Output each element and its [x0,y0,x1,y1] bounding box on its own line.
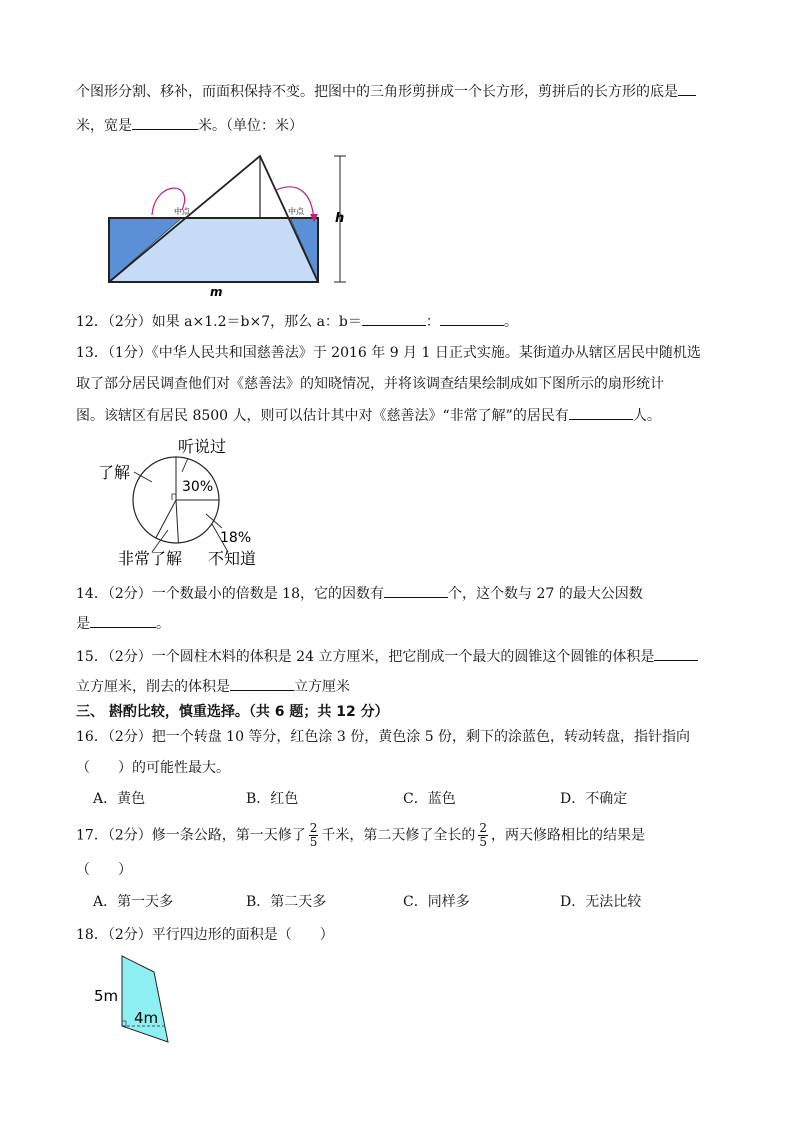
q15-cone-volume-blank[interactable] [654,645,698,661]
q18-parallelogram-figure [94,950,184,1050]
q14-gcd-blank[interactable] [90,612,156,628]
q13-line2 [76,374,664,394]
q11-line2-text-a: 米，宽是 [76,118,132,134]
q17-frac1-denominator: 5 [309,835,318,849]
q12-blank-a[interactable] [362,310,426,326]
q12-blank-b[interactable] [440,310,504,326]
q18-label-height: 4m [134,1009,159,1027]
q16-option-c[interactable]: C．蓝色 [403,791,456,807]
q11-label-midpoint-left: 中点 [174,207,190,216]
q16-line1-text: 16．（2分）把一个转盘 10 等分，红色涂 3 份，黄色涂 5 份，剩下的涂蓝色，转动转盘，指针指向 [76,729,691,745]
q11-text-line2 [76,114,303,136]
pie-value-label-unknown: 18% [220,530,252,546]
q11-label-midpoint-right: 中点 [288,207,304,216]
q15-line2-text-a: 立方厘米，削去的体积是 [76,679,230,695]
q13-line3 [76,404,661,426]
q17-fraction-2 [478,822,488,849]
q13-line2-text: 取了部分居民调查他们对《慈善法》的知晓情况，并将该调查结果绘制成如下图所示的扇形统计 [76,376,664,392]
q17-option-d[interactable]: D．无法比较 [560,894,642,910]
q16-line2 [76,758,230,778]
pie-label-heard: 听说过 [178,437,227,456]
q12-separator: ： [425,314,440,330]
pie-label-very-understand: 非常了解 [118,549,183,568]
q17-option-a[interactable]: A．第一天多 [93,894,174,910]
q15-cut-volume-blank[interactable] [230,675,294,691]
q16-option-a[interactable]: A．黄色 [93,791,146,807]
q17-line1 [76,822,645,849]
q11-line1-text: 个图形分割、移补，而面积保持不变。把图中的三角形剪拼成一个长方形，剪拼后的长方形的底是 [76,84,678,100]
q17-frac2-denominator: 5 [479,835,488,849]
q17-line2 [76,860,132,880]
q14-line1-text-a: 14．（2分）一个数最小的倍数是 18，它的因数有 [76,586,384,602]
q11-label-h: h [335,211,345,226]
q12-text: 12．（2分）如果 a×1.2＝b×7，那么 a：b＝ [76,314,362,330]
q18-line [76,925,334,945]
q11-width-blank[interactable] [132,114,198,130]
q14-line2-text-b: 。 [156,616,170,632]
q18-text: 18．（2分）平行四边形的面积是（ ） [76,927,334,943]
q17-fraction-1 [309,822,319,849]
pie-label-unknown: 不知道 [208,549,257,568]
q16-line1 [76,727,690,747]
q17-text-part1: 17．（2分）修一条公路，第一天修了 [76,827,306,844]
q16-option-b[interactable]: B．红色 [246,791,299,807]
q13-line3-text-a: 图。该辖区有居民 8500 人，则可以估计其中对《慈善法》“非常了解”的居民有 [76,408,569,424]
q14-line2 [76,612,170,634]
pie-label-understand: 了解 [98,463,131,482]
q17-frac2-numerator: 2 [479,821,488,835]
q15-line1-text: 15．（2分）一个圆柱木料的体积是 24 立方厘米，把它削成一个最大的圆锥这个圆锥的体积是 [76,649,655,665]
q12 [76,310,518,332]
q17-text-part3: ，两天修路相比的结果是 [491,827,646,844]
q18-parallelogram [122,956,168,1042]
q11-line2-text-b: 米。（单位：米） [198,118,303,134]
q15-line2 [76,675,350,697]
q18-label-side: 5m [94,987,119,1005]
q14-factor-count-blank[interactable] [384,582,448,598]
q14-line1 [76,582,643,604]
q14-line2-text-a: 是 [76,616,90,632]
q13-line3-text-b: 人。 [632,408,661,424]
q12-end: 。 [503,314,518,330]
q11-label-m: m [210,285,223,299]
q13-line1-text: 13．（1分）《中华人民共和国慈善法》于 2016 年 9 月 1 日正式实施。某街道办从辖区居民中随机选 [76,345,701,361]
q15-line1 [76,645,698,667]
q17-option-b[interactable]: B．第二天多 [246,894,327,910]
q13-line1 [76,343,701,363]
q17-frac1-numerator: 2 [309,821,318,835]
q11-figure [100,150,360,300]
q11-base-blank[interactable] [678,80,696,96]
q13-pie-chart [96,434,276,570]
section-3-title: 三、 斟酌比较，慎重选择。（共 6 题；共 12 分） [76,704,389,720]
q13-answer-blank[interactable] [569,404,633,420]
q16-option-d[interactable]: D．不确定 [560,791,628,807]
q17-line2-text: （ ） [76,862,132,878]
q11-text-line1 [76,80,696,102]
q17-option-c[interactable]: C．同样多 [403,894,470,910]
q16-line2-text: （ ）的可能性最大。 [76,760,230,776]
q17-text-part2: 千米，第二天修了全长的 [321,827,476,844]
q14-line1-text-b: 个，这个数与 27 的最大公因数 [448,586,643,602]
pie-value-label-heard: 30% [182,479,214,495]
q15-line2-text-b: 立方厘米 [294,679,350,695]
